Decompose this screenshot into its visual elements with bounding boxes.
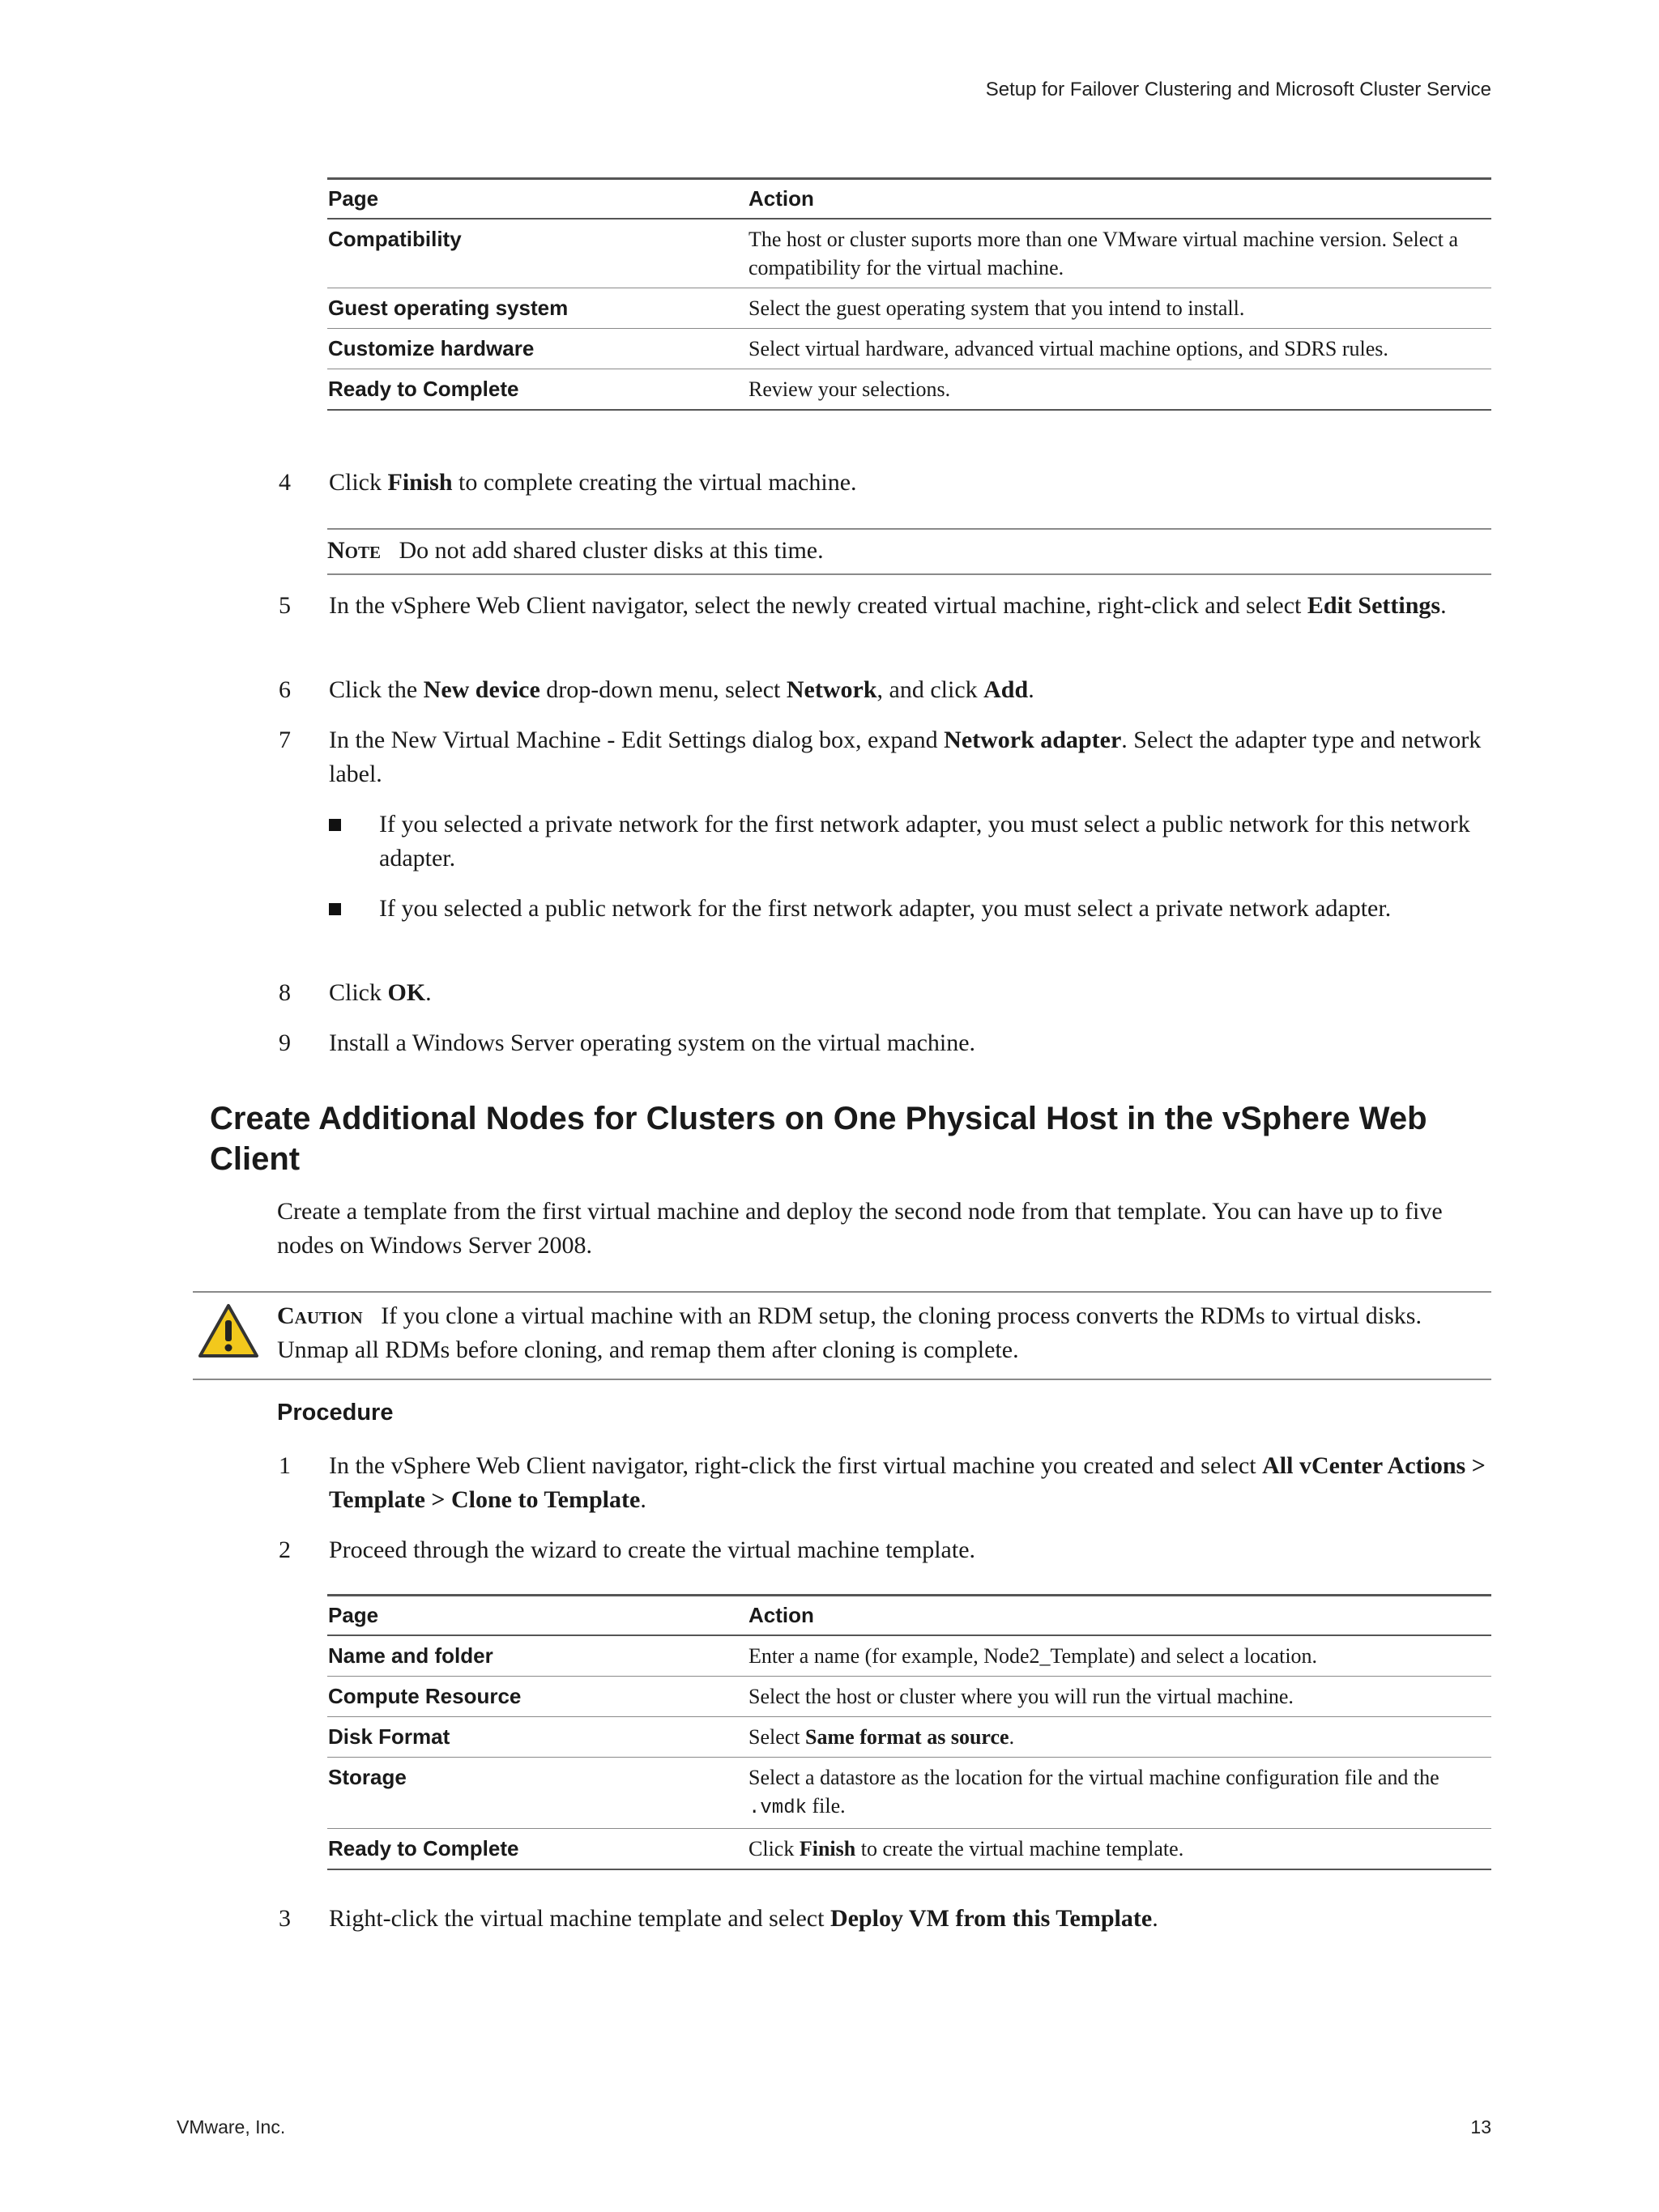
ui-term-finish: Finish bbox=[387, 469, 453, 496]
column-header-page: Page bbox=[327, 179, 748, 219]
step-text-part: , and click bbox=[876, 676, 984, 703]
caution-box bbox=[193, 1291, 1491, 1380]
step-text bbox=[329, 673, 1495, 707]
column-header-action: Action bbox=[748, 1596, 1491, 1636]
table-header-row bbox=[327, 1596, 1491, 1636]
wizard-table-1 bbox=[327, 177, 1491, 411]
step-text-part: drop-down menu, select bbox=[539, 676, 787, 703]
step-text bbox=[329, 589, 1495, 623]
step-number: 9 bbox=[279, 1029, 291, 1056]
ui-term-same-format: Same format as source bbox=[805, 1725, 1009, 1749]
action-cell: Enter a name (for example, Node2_Template) and select a location. bbox=[748, 1635, 1491, 1677]
page-cell: Ready to Complete bbox=[327, 369, 748, 411]
step-text-part: Right-click the virtual machine template and select bbox=[329, 1905, 830, 1932]
step-text-part: . bbox=[1440, 592, 1447, 619]
ui-term-clone-to-template: All vCenter Actions > Template > Clone to Template bbox=[329, 1452, 1486, 1513]
table-row bbox=[327, 1758, 1491, 1829]
step-text-part: In the New Virtual Machine - Edit Settings dialog box, expand bbox=[329, 727, 945, 753]
footer-page-number: 13 bbox=[1470, 2116, 1491, 2137]
table-row bbox=[327, 288, 1491, 329]
bullet-square-icon bbox=[329, 819, 341, 831]
note-text: Do not add shared cluster disks at this time. bbox=[399, 537, 824, 564]
step-text-part: to complete creating the virtual machine. bbox=[452, 469, 857, 496]
footer-company: VMware, Inc. bbox=[177, 2116, 286, 2137]
column-header-page: Page bbox=[327, 1596, 748, 1636]
caution-label: Caution bbox=[277, 1302, 363, 1329]
note-label: Note bbox=[327, 537, 382, 564]
step-text: Install a Windows Server operating system on the virtual machine. bbox=[329, 1029, 976, 1056]
caution-text: If you clone a virtual machine with an RDM setup, the cloning process converts the RDMs to virtual disks. Unmap all RDMs before cloning, and remap them after cloning is complete. bbox=[277, 1302, 1422, 1363]
action-cell bbox=[748, 1758, 1491, 1829]
table-header-row bbox=[327, 179, 1491, 219]
action-cell bbox=[748, 1717, 1491, 1758]
ui-term-network: Network bbox=[786, 676, 877, 703]
table-row bbox=[327, 1829, 1491, 1870]
step-text-part: In the vSphere Web Client navigator, right-click the first virtual machine you created and select bbox=[329, 1452, 1263, 1479]
bullet-square-icon bbox=[329, 903, 341, 915]
action-cell bbox=[748, 1829, 1491, 1870]
procedure-heading: Procedure bbox=[277, 1400, 394, 1426]
bullet-text: If you selected a public network for the first network adapter, you must select a private network adapter. bbox=[379, 895, 1392, 922]
step-number: 2 bbox=[279, 1536, 291, 1563]
step-text bbox=[329, 1449, 1495, 1517]
running-header: Setup for Failover Clustering and Microsoft Cluster Service bbox=[985, 79, 1491, 100]
page-cell: Ready to Complete bbox=[327, 1829, 748, 1870]
section-intro: Create a template from the first virtual machine and deploy the second node from that template. You can have up to five nodes on Windows Server 2008. bbox=[277, 1198, 1443, 1259]
step-number: 4 bbox=[279, 469, 291, 496]
ui-term-network-adapter: Network adapter bbox=[944, 727, 1122, 753]
action-cell: Select the guest operating system that you intend to install. bbox=[748, 288, 1491, 329]
caution-text-block bbox=[277, 1299, 1484, 1367]
action-text-part: file. bbox=[807, 1794, 846, 1818]
step-text bbox=[329, 723, 1495, 791]
step-text-part: In the vSphere Web Client navigator, select the newly created virtual machine, right-click and select bbox=[329, 592, 1307, 619]
step-text-part: . bbox=[640, 1486, 646, 1513]
step-text-part: . bbox=[1152, 1905, 1158, 1932]
ui-term-add: Add bbox=[983, 676, 1029, 703]
note-box bbox=[327, 528, 1491, 575]
step-number: 3 bbox=[279, 1905, 291, 1932]
page-cell: Customize hardware bbox=[327, 329, 748, 369]
table-row bbox=[327, 1717, 1491, 1758]
ui-term-edit-settings: Edit Settings bbox=[1307, 592, 1441, 619]
step-number: 6 bbox=[279, 676, 291, 703]
ui-term-ok: OK bbox=[387, 979, 426, 1006]
step-number: 7 bbox=[279, 727, 291, 753]
table-row bbox=[327, 219, 1491, 288]
step-text-part: Click the bbox=[329, 676, 424, 703]
action-text-part: Select a datastore as the location for the virtual machine configuration file and the bbox=[748, 1766, 1439, 1789]
step-text bbox=[329, 1902, 1495, 1936]
step-text bbox=[329, 976, 1495, 1010]
warning-triangle-icon bbox=[198, 1302, 259, 1359]
step-number: 5 bbox=[279, 592, 291, 619]
page-cell: Guest operating system bbox=[327, 288, 748, 329]
page-cell: Compatibility bbox=[327, 219, 748, 288]
action-cell: Select the host or cluster where you will run the virtual machine. bbox=[748, 1677, 1491, 1717]
action-cell: Review your selections. bbox=[748, 369, 1491, 411]
step-text-part: Click bbox=[329, 469, 388, 496]
section-heading: Create Additional Nodes for Clusters on One Physical Host in the vSphere Web Client bbox=[210, 1101, 1427, 1177]
table-row bbox=[327, 329, 1491, 369]
step-text-part: . bbox=[1028, 676, 1034, 703]
step-text bbox=[329, 466, 1495, 500]
action-text-part: Click bbox=[748, 1837, 800, 1860]
action-text-part: . bbox=[1009, 1725, 1015, 1749]
action-cell: The host or cluster suports more than one VMware virtual machine version. Select a compatibility for the virtual machine. bbox=[748, 219, 1491, 288]
page-cell: Compute Resource bbox=[327, 1677, 748, 1717]
page-cell: Name and folder bbox=[327, 1635, 748, 1677]
table-row bbox=[327, 1635, 1491, 1677]
column-header-action: Action bbox=[748, 179, 1491, 219]
table-row bbox=[327, 369, 1491, 411]
action-text-part: Select bbox=[748, 1725, 806, 1749]
ui-term-finish: Finish bbox=[799, 1837, 856, 1860]
table-row bbox=[327, 1677, 1491, 1717]
action-text-part: to create the virtual machine template. bbox=[855, 1837, 1184, 1860]
wizard-table-2 bbox=[327, 1594, 1491, 1870]
step-text-part: . bbox=[425, 979, 432, 1006]
bullet-text: If you selected a private network for the first network adapter, you must select a public network for this network adapter. bbox=[379, 811, 1470, 872]
ui-term-deploy-vm: Deploy VM from this Template bbox=[830, 1905, 1153, 1932]
action-cell: Select virtual hardware, advanced virtual machine options, and SDRS rules. bbox=[748, 329, 1491, 369]
step-number: 1 bbox=[279, 1452, 291, 1479]
step-text-part: . Select the adapter type and network label. bbox=[329, 727, 1482, 787]
code-vmdk: .vmdk bbox=[748, 1797, 808, 1819]
step-text: Proceed through the wizard to create the virtual machine template. bbox=[329, 1536, 976, 1563]
page-cell: Storage bbox=[327, 1758, 748, 1829]
page-cell: Disk Format bbox=[327, 1717, 748, 1758]
ui-term-new-device: New device bbox=[423, 676, 540, 703]
step-text-part: Click bbox=[329, 979, 388, 1006]
step-number: 8 bbox=[279, 979, 291, 1006]
